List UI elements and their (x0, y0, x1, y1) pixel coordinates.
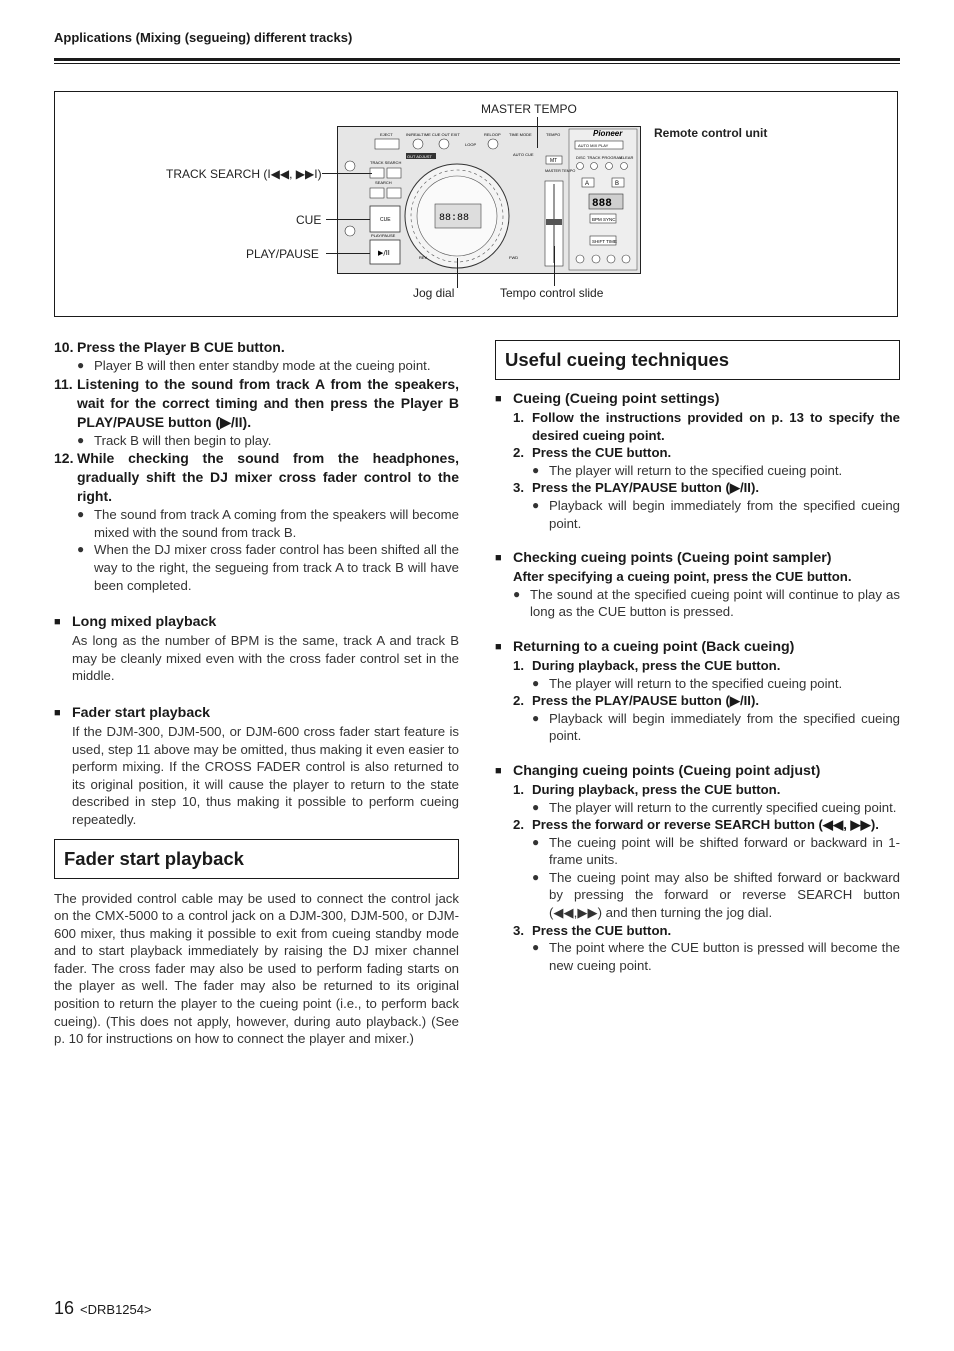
square-icon: ■ (495, 393, 502, 405)
s4-bullet-2b: ● The cueing point may also be shifted forward or backward by pressing the forward or reverse SEARCH button (◀◀,▶▶) and then turning the jog dial. (532, 869, 900, 921)
label-play-pause: PLAY/PAUSE (246, 247, 319, 261)
device-mt: MT (550, 158, 558, 164)
doc-code: <DRB1254> (80, 1302, 152, 1317)
device-shift-time: SHIFT TIME (592, 239, 617, 244)
leader-master-tempo (537, 117, 538, 148)
square-icon: ■ (54, 616, 61, 629)
s1-step-1: 1. Follow the instructions provided on p. 13 to specify the desired cueing point. (513, 410, 900, 443)
device-track-program: TRACK PROGRAM (587, 155, 623, 160)
left-column (54, 338, 459, 1048)
s2-lead: After specifying a cueing point, press the CUE button. (513, 569, 852, 585)
header-rule-thin (54, 63, 900, 64)
device-rev: REV (419, 255, 428, 260)
svg-text:88:88: 88:88 (439, 213, 470, 224)
s3-bullet-2: ● Playback will begin immediately from the specified cueing point. (532, 710, 900, 744)
s3-step-2: 2. Press the PLAY/PAUSE button (▶/II). (513, 693, 760, 709)
device-time-mode: TIME MODE (509, 132, 532, 137)
s4-bullet-1: ● The player will return to the currently specified cueing point. (532, 799, 897, 815)
step-12: 12. While checking the sound from the headphones, gradually shift the DJ mixer cross fader control to the right. (54, 450, 459, 505)
leader-play-pause (326, 253, 370, 254)
device-master-tempo: MASTER TEMPO (545, 169, 576, 173)
long-mixed-heading: ■ Long mixed playback (54, 614, 217, 631)
leader-track-search (322, 173, 372, 174)
player-illustration (337, 126, 641, 274)
device-reloop: RELOOP (484, 132, 501, 137)
s4-step-1: 1. During playback, press the CUE button. (513, 781, 781, 797)
s1-bullet-2: ● The player will return to the specified cueing point. (532, 462, 843, 478)
useful-cueing-title: Useful cueing techniques (495, 340, 900, 380)
device-out-adjust: OUT ADJUST (407, 154, 432, 159)
svg-text:▶/II: ▶/II (378, 249, 390, 257)
header-rule-thick (54, 58, 900, 61)
page-header-title: Applications (Mixing (segueing) different tracks) (54, 30, 353, 45)
device-loop: LOOP (465, 142, 477, 147)
label-master-tempo: MASTER TEMPO (481, 102, 577, 116)
s1-bullet-3: ● Playback will begin immediately from the specified cueing point. (532, 497, 900, 531)
device-brand: Pioneer (593, 129, 623, 138)
s2-heading: ■ Checking cueing points (Cueing point sampler) (495, 550, 832, 567)
s3-bullet-1: ● The player will return to the specified cueing point. (532, 675, 843, 691)
label-tempo-slide: Tempo control slide (500, 286, 604, 300)
label-cue: CUE (296, 213, 322, 227)
device-bpm-sync: BPM SYNC (592, 217, 616, 222)
s4-step-2: 2. Press the forward or reverse SEARCH button (◀◀, ▶▶). (513, 817, 879, 833)
s4-step-3: 3. Press the CUE button. (513, 922, 672, 938)
square-icon: ■ (495, 552, 502, 565)
step-11: 11. Listening to the sound from track A from the speakers, wait for the correct timing and then press the Player B PLAY/PAUSE button (▶/II). (54, 375, 459, 430)
label-remote: Remote control unit (654, 126, 768, 140)
s4-heading: ■ Changing cueing points (Cueing point adjust) (495, 762, 821, 779)
device-auto-mix: AUTO MIX PLAY (578, 143, 609, 148)
s1-step-3: 3. Press the PLAY/PAUSE button (▶/II). (513, 480, 760, 496)
leader-cue (326, 219, 370, 220)
device-tempo: TEMPO (546, 132, 561, 137)
device-fwd: FWD (509, 255, 519, 260)
s1-step-2: 2. Press the CUE button. (513, 445, 672, 461)
device-in-out: IN/REALTIME CUE OUT EXIT (406, 132, 460, 137)
label-jog-dial: Jog dial (413, 286, 455, 300)
step-10-bullet: ● Player B will then enter standby mode at the cueing point. (77, 358, 431, 373)
s2-bullet: ● The sound at the specified cueing point will continue to play as long as the CUE button is pressed. (513, 586, 900, 620)
device-disc: DISC (576, 155, 586, 160)
fader-start-box-body: The provided control cable may be used to connect the control jack on the CMX-5000 to a control jack on a DJM-300, DJM-500, or DJM-600 mixer, thus making it possible to exit from cueing standby mode and to start playback immediately by raising the DJ mixer channel fader. The cross fader may also be used to perform fading starts on the player as well. The fader may also be returned to its original position to return the player to the cueing point (i.e., to perform back cueing). (This does not apply, however, during auto playback.) (See p. 10 for instructions on how to connect the player and mixer.) (54, 890, 459, 1047)
square-icon: ■ (495, 640, 502, 653)
device-eject: EJECT (380, 132, 393, 137)
fader-start-body: If the DJM-300, DJM-500, or DJM-600 cross fader start feature is used, step 11 above may be omitted, thus making it even easier to perform mixing. If the CROSS FADER control is also returned to its original position, it will cause the player to return to the state described in step 10, thus making it possible to perform cueing repeatedly. (72, 723, 459, 827)
s4-bullet-2a: ● The cueing point will be shifted forward or backward in 1-frame units. (532, 834, 900, 868)
step-12-bullet-2: ● When the DJ mixer cross fader control has been shifted all the way to the right, the segueing from track A to track B will have been completed. (77, 542, 459, 593)
device-clear: CLEAR (620, 155, 634, 160)
square-icon: ■ (495, 764, 502, 777)
leader-tempo-slide (554, 246, 555, 286)
step-10: 10. Press the Player B CUE button. (54, 339, 285, 355)
fader-start-heading: ■ Fader start playback (54, 704, 210, 721)
long-mixed-body: As long as the number of BPM is the same, track A and track B may be cleanly mixed even with the cross fader control set in the middle. (72, 633, 459, 684)
device-track-search: TRACK SEARCH (370, 160, 402, 165)
device-display: 888 (592, 198, 612, 210)
device-search: SEARCH (375, 180, 392, 185)
s4-bullet-3: ● The point where the CUE button is pressed will become the new cueing point. (532, 940, 900, 973)
device-b: B (615, 181, 620, 187)
s3-heading: ■ Returning to a cueing point (Back cueing) (495, 638, 795, 655)
right-column (495, 340, 900, 974)
page-number: 16 (54, 1298, 75, 1318)
step-12-bullet-1: ● The sound from track A coming from the speakers will become mixed with the sound from track B. (77, 507, 459, 540)
step-11-bullet: ● Track B will then begin to play. (77, 432, 272, 448)
leader-jog-dial (457, 258, 458, 288)
s3-step-1: 1. During playback, press the CUE button. (513, 657, 781, 673)
fader-start-box-title: Fader start playback (54, 839, 459, 879)
device-cue: CUE (380, 217, 391, 223)
device-a: A (585, 181, 590, 187)
s1-heading: ■ Cueing (Cueing point settings) (495, 391, 720, 407)
device-auto-cue: AUTO CUE (513, 152, 534, 157)
page-footer (54, 1298, 152, 1319)
label-track-search: TRACK SEARCH (I◀◀, ▶▶I) (166, 167, 322, 181)
square-icon: ■ (54, 706, 61, 719)
device-play-pause: PLAY/PAUSE (371, 233, 396, 238)
